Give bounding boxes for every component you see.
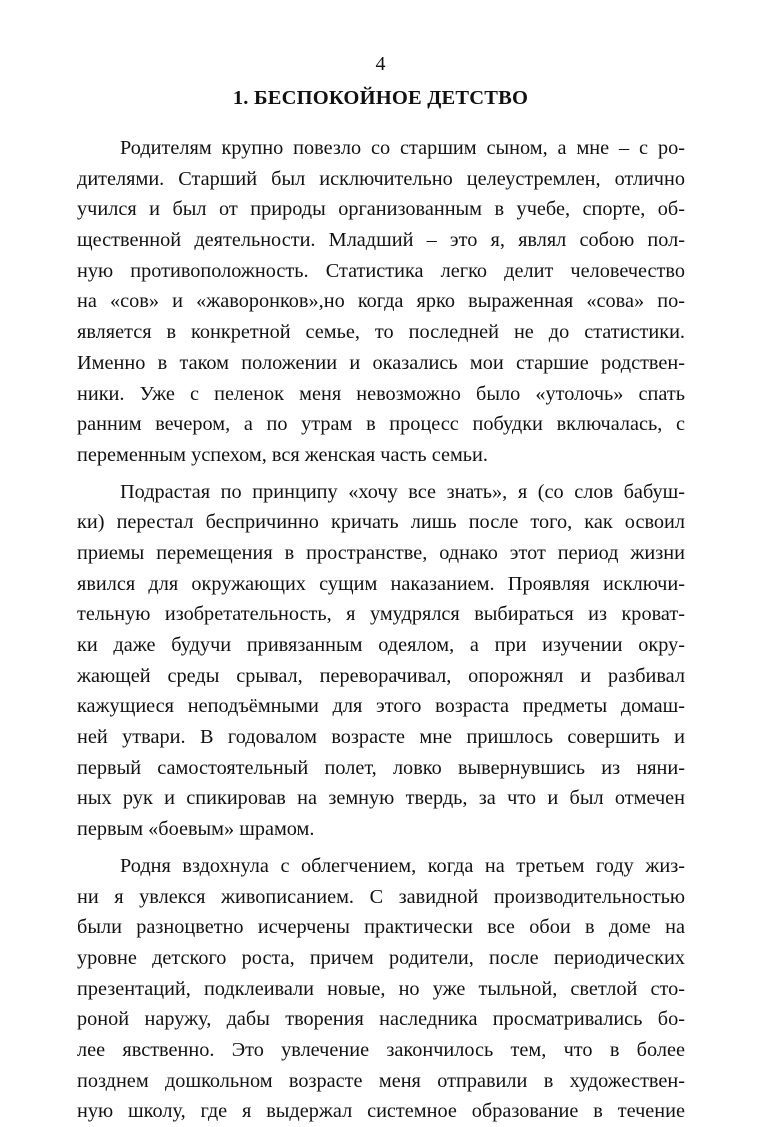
text-line: ную школу, где я выдержал системное образование в течение (77, 1100, 685, 1123)
text-line: кажущиеся неподъёмными для этого возраста предметы домаш- (77, 695, 685, 718)
page-number: 4 (375, 53, 386, 75)
text-line: ки) перестал беспричинно кричать лишь после того, как освоил (77, 511, 685, 534)
text-line: на «сов» и «жаворонков»,но когда ярко выраженная «сова» по- (77, 290, 685, 313)
text-line: лее явственно. Это увлечение закончилось тем, что в более (77, 1038, 685, 1061)
text-line: является в конкретной семье, то последней не до статистики. (77, 321, 685, 344)
text-line: Именно в таком положении и оказались мои старшие родствен- (77, 351, 685, 374)
text-line: презентаций, подклеивали новые, но уже тыльной, светлой сто- (77, 977, 685, 1000)
text-line: первым «боевым» шрамом. (77, 818, 315, 841)
paragraph-3 (77, 851, 685, 1127)
text-line: явился для окружающих сущим наказанием. Проявляя исключи- (77, 572, 685, 595)
text-line: приемы перемещения в пространстве, однако этот период жизни (77, 541, 685, 564)
text-line: жающей среды срывал, переворачивал, опорожнял и разбивал (77, 664, 685, 687)
paragraph-2 (77, 477, 685, 845)
text-line: ни я увлекся живописанием. С завидной производительностью (77, 885, 685, 908)
text-line: позднем дошкольном возрасте меня отправили в художествен- (77, 1069, 685, 1092)
paragraph-1 (77, 133, 685, 471)
text-line: тельную изобретательность, я умудрялся выбираться из кроват- (77, 603, 685, 626)
text-line: были разноцветно исчерчены практически все обои в доме на (77, 916, 685, 939)
chapter-title: 1. БЕСПОКОЙНОЕ ДЕТСТВО (232, 87, 529, 109)
body-text (77, 133, 685, 1127)
text-line: ранним вечером, а по утрам в процесс побудки включалась, с (77, 413, 685, 436)
text-line: роной наружу, дабы творения наследника просматривались бо- (77, 1008, 685, 1031)
text-line: щественной деятельности. Младший – это я, являл собою пол- (77, 229, 685, 252)
text-line: Подрастая по принципу «хочу все знать», я (со слов бабуш- (120, 480, 685, 503)
text-line: ную противоположность. Статистика легко делит человечество (77, 259, 685, 282)
text-line: переменным успехом, вся женская часть семьи. (77, 443, 488, 466)
text-line: ники. Уже с пеленок меня невозможно было «утолочь» спать (77, 382, 685, 405)
text-line: дителями. Старший был исключительно целеустремлен, отлично (77, 167, 685, 190)
text-line: Родня вздохнула с облегчением, когда на третьем году жиз- (120, 854, 685, 877)
text-line: ных рук и спикировав на земную твердь, за что и был отмечен (77, 787, 685, 810)
text-line: учился и был от природы организованным в учебе, спорте, об- (77, 198, 685, 221)
text-line: Родителям крупно повезло со старшим сыном, а мне – с ро- (120, 137, 685, 159)
text-line: первый самостоятельный полет, ловко вывернувшись из няни- (77, 756, 685, 779)
text-line: ки даже будучи привязанным одеялом, а при изучении окру- (77, 634, 685, 656)
text-line: уровне детского роста, причем родители, после периодических (77, 946, 685, 969)
text-line: ней утвари. В годовалом возрасте мне пришлось совершить и (77, 726, 685, 749)
